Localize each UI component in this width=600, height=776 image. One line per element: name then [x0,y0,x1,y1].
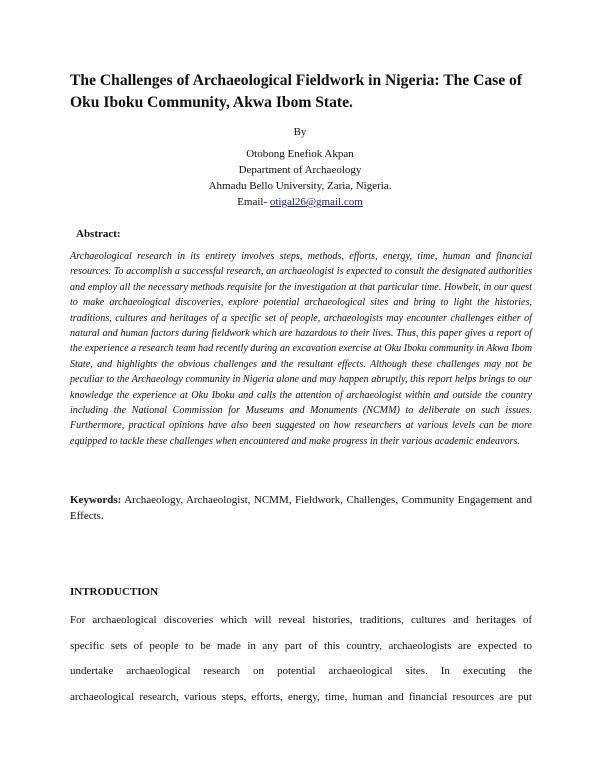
author-email [0,194,600,210]
abstract-text: Archaeological research in its entirety involves steps, methods, efforts, energy, time, human and financial resources. To accomplish a successful research, an archaeologist is expected to consult the designated authorities and employ all the necessary methods requisite for the investigation at that particular time. Howbeit, in our quest to make archaeological discoveries, explore potential archaeological sites and bring to light the histories, traditions, cultures and heritages of a specific set of people, archaeologists may encounter challenges either of natural and human factors during fieldwork which are hazardous to their lives. Thus, this paper gives a report of the experience a research team had recently during an excavation exercise at Oku Iboku community in Akwa Ibom State, and highlights the obvious challenges and the resultant effects. Although these challenges may not be peculiar to the Archaeology community in Nigeria alone and may happen abruptly, this report helps brings to our knowledge the experience at Oku Iboku and calls the attention of archaeologist within and outside the country including the National Commission for Museums and Monuments (NCMM) to deliberate on such issues. Furthermore, practical opinions have also been suggested on how researchers at various levels can be more equipped to tackle these challenges when encountered and make progress in their various academic endeavors. [70,251,532,447]
introduction-line: undertake archaeological research on potential archaeological sites. In executing the [70,665,532,677]
email-link[interactable]: otigal26@gmail.com [269,196,363,208]
keywords [70,492,532,524]
introduction-line: specific sets of people to be made in any part of this country, archaeologists are expected to [70,639,532,652]
introduction-body [70,608,532,710]
introduction-heading: INTRODUCTION [70,586,159,598]
author-department: Department of Archaeology [238,164,362,176]
email-label: Email- [237,196,270,208]
introduction-line: archaeological research, various steps, efforts, energy, time, human and financial resources are put [70,690,532,703]
by-line: By [293,126,307,138]
paper-title: The Challenges of Archaeological Fieldwork in Nigeria: The Case of Oku Iboku Community, Akwa Ibom State. [70,72,523,111]
keywords-label: Keywords: [70,494,122,506]
author-institution: Ahmadu Bello University, Zaria, Nigeria. [208,180,392,192]
introduction-line: For archaeological discoveries which will reveal histories, traditions, cultures and heritages of [70,614,532,626]
author-name: Otobong Enefiok Akpan [246,148,354,160]
abstract-heading: Abstract: [76,228,121,240]
author-block [0,146,600,210]
keywords-text: Archaeology, Archaeologist, NCMM, Fieldwork, Challenges, Community Engagement and Effects. [70,494,532,522]
